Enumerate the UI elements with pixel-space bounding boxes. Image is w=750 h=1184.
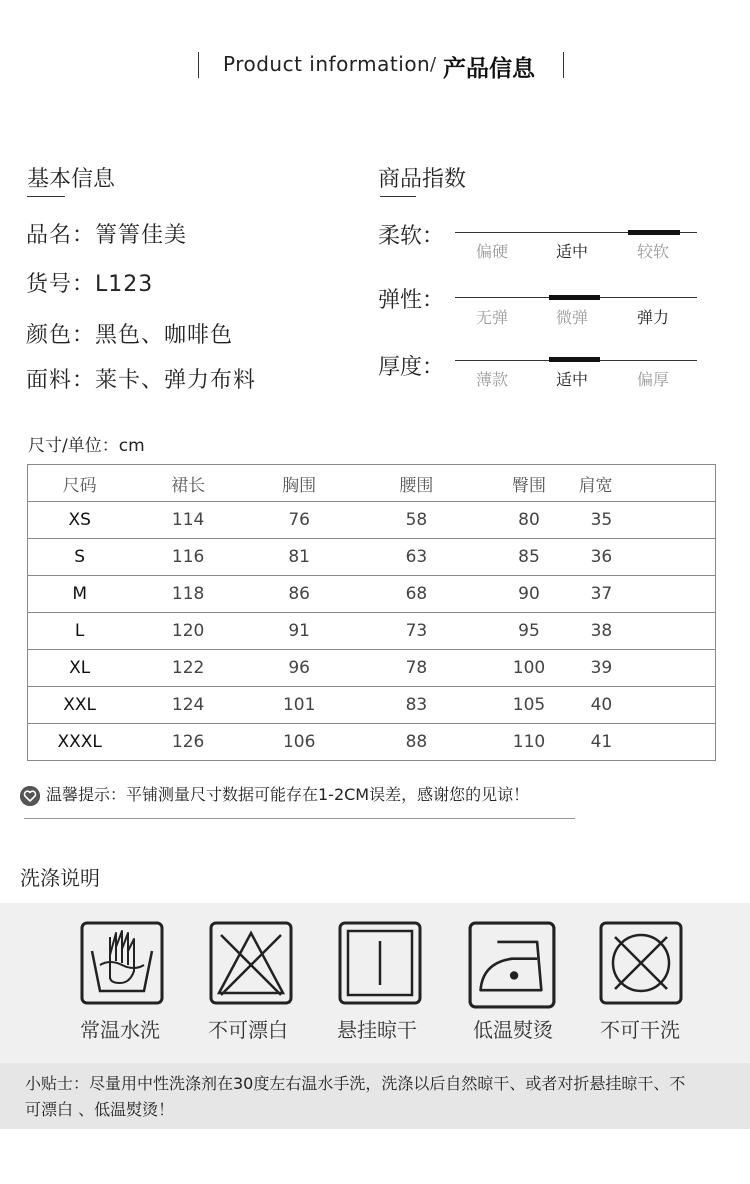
table-cell: 68 xyxy=(353,576,479,613)
index-option-selected: 较软 xyxy=(637,242,670,261)
wash-label-hand-wash: 常温水洗 xyxy=(80,1018,160,1042)
table-cell: 73 xyxy=(353,613,479,650)
basic-info-underline xyxy=(27,196,65,197)
product-color: 颜色：黑色、咖啡色 xyxy=(26,323,234,348)
column-header: 尺码 xyxy=(28,465,132,502)
hang-dry-icon xyxy=(338,921,422,1005)
table-cell: 86 xyxy=(245,576,353,613)
index-marker xyxy=(549,357,600,362)
wash-label-no-bleach: 不可漂白 xyxy=(208,1018,288,1042)
wash-label-low-iron: 低温熨烫 xyxy=(473,1018,553,1042)
index-label-thickness: 厚度： xyxy=(378,355,445,380)
column-header: 臀围 xyxy=(479,465,578,502)
wash-label-no-dry-clean: 不可干洗 xyxy=(600,1018,680,1042)
table-cell: 105 xyxy=(479,687,578,724)
column-header: 腰围 xyxy=(353,465,479,502)
table-cell: 106 xyxy=(245,724,353,761)
header-divider-right xyxy=(563,52,564,78)
header-title-cn: 产品信息 xyxy=(443,56,535,82)
index-label-elasticity: 弹性： xyxy=(378,288,445,313)
column-header: 裙长 xyxy=(131,465,245,502)
index-marker xyxy=(628,230,680,235)
table-cell: 118 xyxy=(131,576,245,613)
table-cell: 101 xyxy=(245,687,353,724)
table-cell: 114 xyxy=(131,502,245,539)
wash-label-hang-dry: 悬挂晾干 xyxy=(337,1018,417,1042)
size-cell: L xyxy=(28,613,132,650)
wash-item-low-iron xyxy=(467,921,557,1013)
size-cell: S xyxy=(28,539,132,576)
table-cell: 38 xyxy=(579,613,716,650)
table-cell: 39 xyxy=(579,650,716,687)
divider xyxy=(24,818,575,819)
size-unit-label: 尺寸/单位：cm xyxy=(28,436,145,456)
size-cell: XXL xyxy=(28,687,132,724)
table-cell: 40 xyxy=(579,687,716,724)
wash-item-no-dry-clean xyxy=(596,921,686,1009)
washing-title: 洗涤说明 xyxy=(20,866,100,890)
table-cell: 110 xyxy=(479,724,578,761)
size-table-header xyxy=(28,465,716,502)
product-fabric: 面料：莱卡、弹力布料 xyxy=(26,368,257,393)
table-cell: 85 xyxy=(479,539,578,576)
table-cell: 35 xyxy=(579,502,716,539)
table-cell: 80 xyxy=(479,502,578,539)
product-index-title: 商品指数 xyxy=(378,167,467,192)
table-cell: 96 xyxy=(245,650,353,687)
washing-tip: 小贴士：尽量用中性洗涤剂在30度左右温水手洗，洗涤以后自然晾干、或者对折悬挂晾干、不可漂白 、低温熨烫！ xyxy=(25,1074,686,1119)
table-cell: 120 xyxy=(131,613,245,650)
table-cell: 76 xyxy=(245,502,353,539)
hand-wash-icon xyxy=(80,921,164,1005)
index-option-selected: 适中 xyxy=(556,370,589,389)
table-cell: 37 xyxy=(579,576,716,613)
product-name: 品名：箐箐佳美 xyxy=(26,223,188,248)
table-cell: 95 xyxy=(479,613,578,650)
table-row xyxy=(28,724,716,761)
table-cell: 58 xyxy=(353,502,479,539)
heart-icon xyxy=(20,786,40,806)
column-header: 胸围 xyxy=(245,465,353,502)
table-cell: 90 xyxy=(479,576,578,613)
table-cell: 122 xyxy=(131,650,245,687)
table-cell: 81 xyxy=(245,539,353,576)
size-cell: XS xyxy=(28,502,132,539)
table-cell: 78 xyxy=(353,650,479,687)
index-option: 无弹 xyxy=(476,308,509,327)
column-header: 肩宽 xyxy=(579,465,716,502)
table-row xyxy=(28,613,716,650)
table-row xyxy=(28,576,716,613)
measure-tip-text: 温馨提示：平铺测量尺寸数据可能存在1-2CM误差，感谢您的见谅！ xyxy=(46,785,530,804)
table-cell: 100 xyxy=(479,650,578,687)
index-label-softness: 柔软： xyxy=(378,224,445,249)
table-row xyxy=(28,650,716,687)
table-row xyxy=(28,539,716,576)
size-cell: M xyxy=(28,576,132,613)
low-iron-icon xyxy=(468,921,556,1009)
size-cell: XL xyxy=(28,650,132,687)
table-row xyxy=(28,502,716,539)
size-cell: XXXL xyxy=(28,724,132,761)
wash-item-no-bleach xyxy=(206,921,296,1009)
table-cell: 91 xyxy=(245,613,353,650)
header-title-en: Product information xyxy=(223,52,431,76)
table-cell: 126 xyxy=(131,724,245,761)
header-separator: / xyxy=(430,54,437,75)
table-cell: 36 xyxy=(579,539,716,576)
table-cell: 88 xyxy=(353,724,479,761)
table-cell: 63 xyxy=(353,539,479,576)
product-index-underline xyxy=(380,196,416,197)
table-cell: 116 xyxy=(131,539,245,576)
index-option: 薄款 xyxy=(476,370,509,389)
no-dry-clean-icon xyxy=(599,921,683,1005)
wash-item-hang-dry xyxy=(335,921,425,1009)
basic-info-title: 基本信息 xyxy=(27,167,116,192)
index-option-selected: 微弹 xyxy=(556,308,589,327)
size-table xyxy=(27,464,716,761)
wash-item-hand-wash xyxy=(77,921,167,1009)
table-row xyxy=(28,687,716,724)
measure-tip xyxy=(20,782,529,806)
header-divider-left xyxy=(198,52,199,78)
index-option: 偏硬 xyxy=(476,242,509,261)
index-option: 偏厚 xyxy=(637,370,670,389)
product-sku: 货号：L123 xyxy=(26,272,154,297)
no-bleach-icon xyxy=(209,921,293,1005)
index-option: 弹力 xyxy=(637,308,670,327)
index-marker xyxy=(549,295,600,300)
table-cell: 124 xyxy=(131,687,245,724)
table-cell: 41 xyxy=(579,724,716,761)
index-option: 适中 xyxy=(556,242,589,261)
table-cell: 83 xyxy=(353,687,479,724)
